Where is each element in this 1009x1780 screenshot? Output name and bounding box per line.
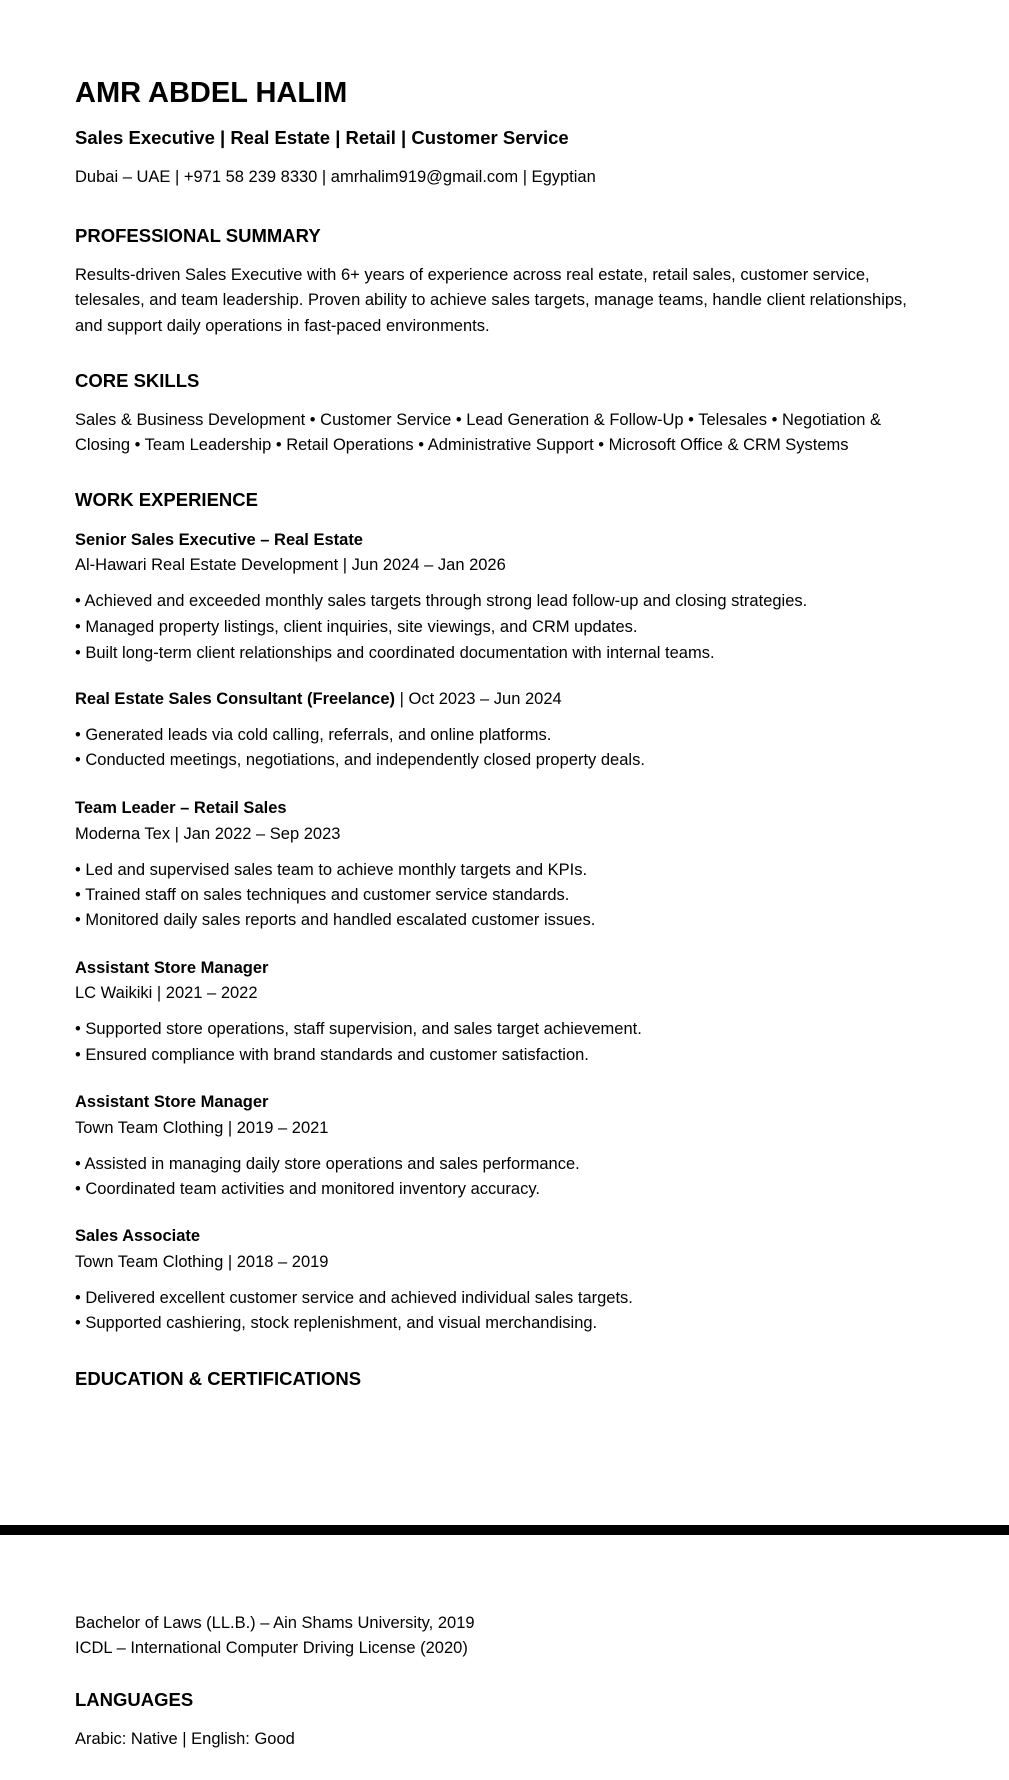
job-meta: Al-Hawari Real Estate Development | Jun 2024 – Jan 2026 (75, 556, 506, 574)
job-bullet: • Supported cashiering, stock replenishment, and visual merchandising. (75, 1314, 598, 1332)
summary-line: and support daily operations in fast-paced environments. (75, 317, 490, 335)
job-meta: Moderna Tex | Jan 2022 – Sep 2023 (75, 825, 341, 843)
job-meta: Town Team Clothing | 2019 – 2021 (75, 1119, 329, 1137)
section-heading-experience: WORK EXPERIENCE (75, 489, 258, 510)
skills-line: Sales & Business Development • Customer Service • Lead Generation & Follow-Up • Telesales • Negotiation & (75, 411, 882, 429)
section-heading-skills: CORE SKILLS (75, 370, 200, 391)
job-bullet: • Ensured compliance with brand standards and customer satisfaction. (75, 1046, 589, 1064)
education-item: Bachelor of Laws (LL.B.) – Ain Shams University, 2019 (75, 1614, 475, 1632)
job-bullet: • Conducted meetings, negotiations, and independently closed property deals. (75, 751, 645, 769)
candidate-name: AMR ABDEL HALIM (75, 77, 348, 109)
job-bullet: • Achieved and exceeded monthly sales targets through strong lead follow-up and closing strategies. (75, 592, 808, 610)
section-heading-summary: PROFESSIONAL SUMMARY (75, 225, 321, 246)
job-bullet: • Generated leads via cold calling, referrals, and online platforms. (75, 726, 552, 744)
job-bullet: • Monitored daily sales reports and handled escalated customer issues. (75, 911, 596, 929)
job-title: Sales Associate (75, 1227, 201, 1245)
job-title: Team Leader – Retail Sales (75, 799, 287, 817)
job-bullet: • Managed property listings, client inquiries, site viewings, and CRM updates. (75, 618, 638, 636)
job-title: Assistant Store Manager (75, 959, 269, 977)
job-title: Real Estate Sales Consultant (Freelance) (75, 690, 396, 708)
page-break-divider (0, 1525, 1009, 1535)
job-heading (75, 687, 562, 711)
summary-line: telesales, and team leadership. Proven ability to achieve sales targets, manage teams, handle client relationships, (75, 291, 907, 309)
headline: Sales Executive | Real Estate | Retail | Customer Service (75, 127, 569, 148)
job-meta: LC Waikiki | 2021 – 2022 (75, 984, 258, 1002)
job-bullet: • Trained staff on sales techniques and customer service standards. (75, 886, 570, 904)
job-bullet: • Led and supervised sales team to achieve monthly targets and KPIs. (75, 861, 588, 879)
job-bullet: • Supported store operations, staff supervision, and sales target achievement. (75, 1020, 642, 1038)
job-bullet: • Built long-term client relationships and coordinated documentation with internal teams. (75, 644, 715, 662)
job-meta: | Oct 2023 – Jun 2024 (395, 690, 562, 708)
summary-line: Results-driven Sales Executive with 6+ years of experience across real estate, retail sales, customer service, (75, 266, 870, 284)
section-heading-education: EDUCATION & CERTIFICATIONS (75, 1368, 362, 1389)
job-title: Senior Sales Executive – Real Estate (75, 531, 363, 549)
education-item: ICDL – International Computer Driving License (2020) (75, 1639, 468, 1657)
job-title: Assistant Store Manager (75, 1093, 269, 1111)
contact-info: Dubai – UAE | +971 58 239 8330 | amrhalim919@gmail.com | Egyptian (75, 168, 596, 186)
job-bullet: • Delivered excellent customer service and achieved individual sales targets. (75, 1289, 633, 1307)
section-heading-languages: LANGUAGES (75, 1689, 194, 1710)
job-meta: Town Team Clothing | 2018 – 2019 (75, 1253, 329, 1271)
skills-line: Closing • Team Leadership • Retail Operations • Administrative Support • Microsoft Office & CRM Systems (75, 436, 849, 454)
languages-text: Arabic: Native | English: Good (75, 1730, 295, 1748)
job-bullet: • Assisted in managing daily store operations and sales performance. (75, 1155, 580, 1173)
job-bullet: • Coordinated team activities and monitored inventory accuracy. (75, 1180, 540, 1198)
